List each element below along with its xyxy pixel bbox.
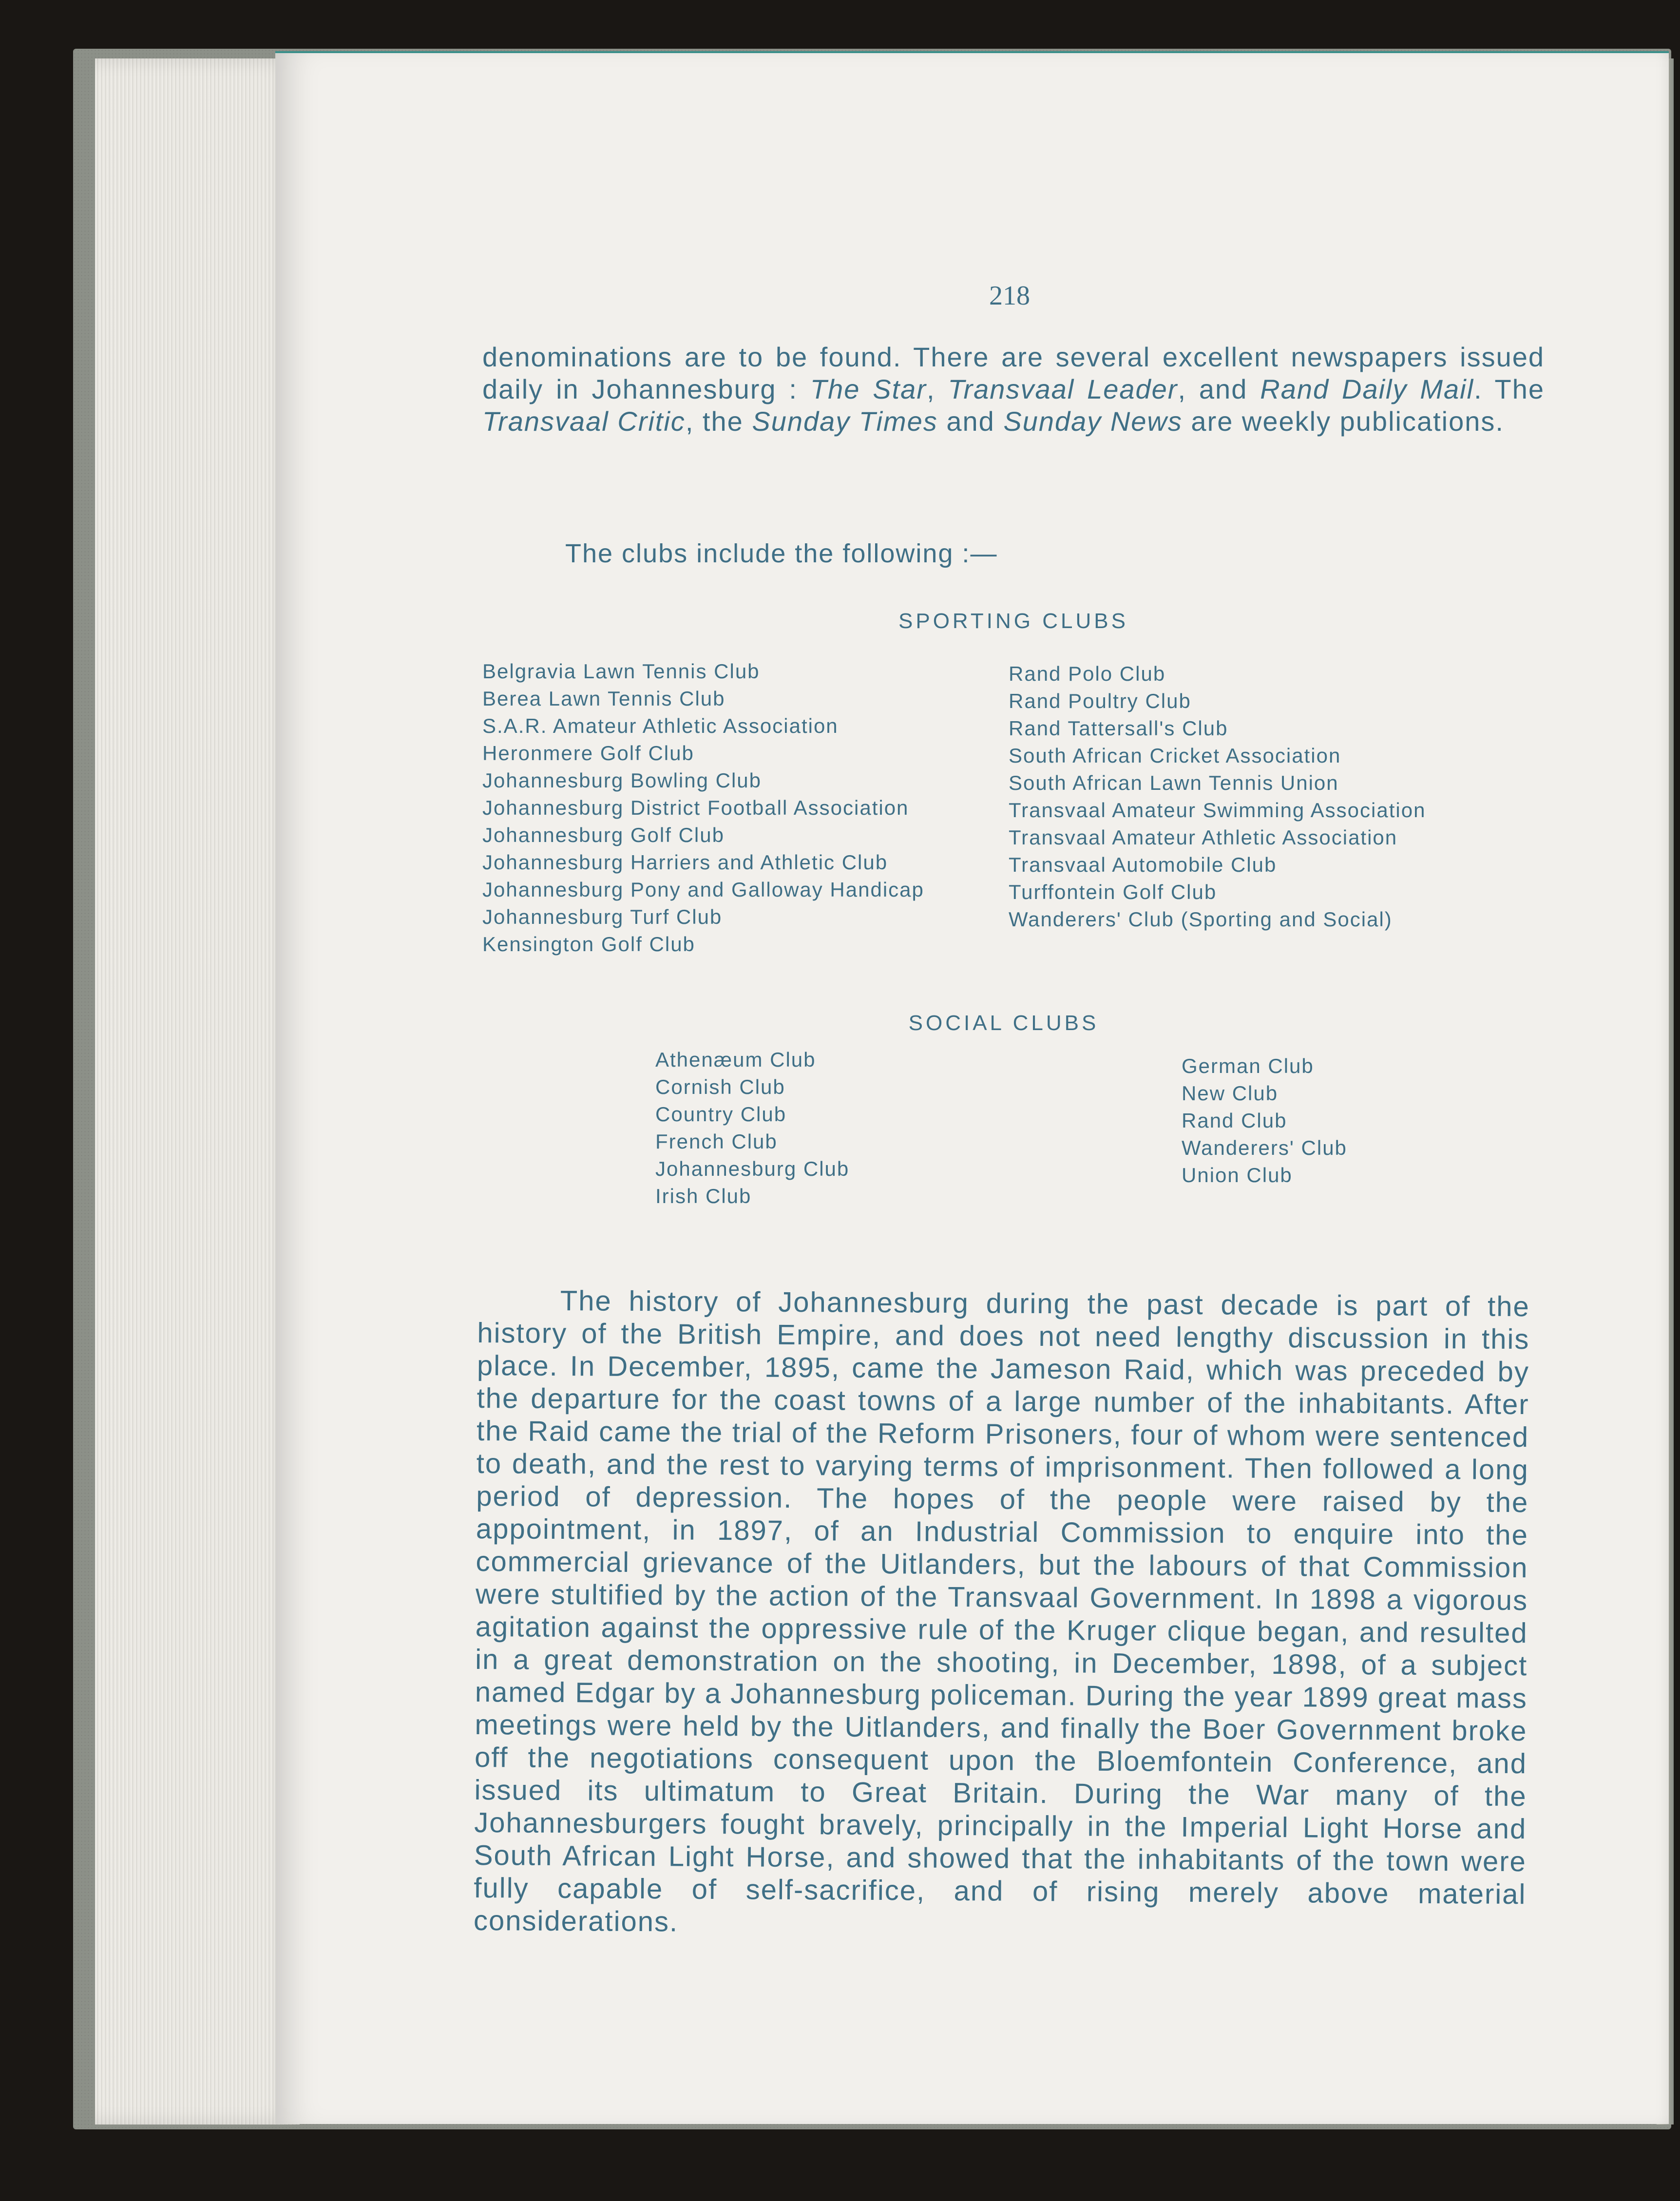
paragraph-text: , <box>926 374 948 404</box>
list-item: Transvaal Amateur Swimming Association <box>1009 799 1426 822</box>
newspaper-title: The Star <box>810 374 927 404</box>
list-item: Cornish Club <box>655 1075 785 1098</box>
sporting-clubs-heading: SPORTING CLUBS <box>898 609 1128 633</box>
opening-paragraph <box>482 341 1545 438</box>
social-clubs-left-list <box>655 1046 849 1210</box>
list-item: South African Cricket Association <box>1009 744 1341 767</box>
paragraph-text: and <box>937 406 1004 437</box>
newspaper-title: Transvaal Leader <box>948 374 1178 404</box>
list-item: Rand Polo Club <box>1009 662 1166 685</box>
list-item: Johannesburg Bowling Club <box>482 769 762 792</box>
list-item: Rand Tattersall's Club <box>1009 717 1228 740</box>
list-item: Wanderers' Club <box>1182 1136 1347 1159</box>
social-clubs-right-list <box>1182 1053 1347 1189</box>
list-item: Rand Poultry Club <box>1009 689 1191 712</box>
list-item: Johannesburg Harriers and Athletic Club <box>482 851 888 874</box>
list-item: S.A.R. Amateur Athletic Association <box>482 714 839 737</box>
list-item: Johannesburg District Football Association <box>482 796 909 819</box>
list-item: Country Club <box>655 1103 787 1126</box>
paragraph-text: denominations are to be found. There are several excellent newspapers issued daily in Johannesburg : <box>482 342 1545 404</box>
history-text: The history of Johannesburg during the past decade is part of the history of the British Empire, and does not need lengthy discussion in this place. In December, 1895, came the Jameson Raid, which was preceded by the departure for the coast towns of a large number of the inhabitants. After the Raid came the trial of the Reform Prisoners, four of whom were sentenced to death, and the rest to varying terms of imprisonment. Then followed a long period of depression. The hopes of the people were raised by the appointment, in 1897, of an Industrial Commission to enquire into the commercial grievance of the Uitlanders, but the labours of that Commission were stultified by the action of the Transvaal Government. In 1898 a vigorous agitation against the oppressive rule of the Kruger clique began, and resulted in a great demonstration on the shooting, in December, 1898, of a subject named Edgar by a Johannesburg policeman. During the year 1899 great mass meetings were held by the Uitlanders, and finally the Boer Government broke off the negotiations consequent upon the Bloemfontein Conference, and issued its ultimatum to Great Britain. During the War many of the Johannesburgers fought bravely, principally in the Imperial Light Horse and South African Light Horse, and showed that the inhabitants of the town were fully capable of self-sacrifice, and of rising merely above material considerations. <box>473 1285 1530 1938</box>
paragraph-text: . The <box>1474 374 1545 404</box>
page-edges <box>95 58 300 2124</box>
list-item: Athenæum Club <box>655 1048 816 1071</box>
list-item: Irish Club <box>655 1185 752 1207</box>
newspaper-title: Sunday News <box>1003 406 1183 437</box>
list-item: Johannesburg Turf Club <box>482 905 723 928</box>
list-item: Johannesburg Club <box>655 1157 850 1180</box>
list-item: New Club <box>1182 1082 1279 1105</box>
list-item: Heronmere Golf Club <box>482 742 694 765</box>
list-item: Transvaal Amateur Athletic Association <box>1009 826 1398 849</box>
list-item: South African Lawn Tennis Union <box>1009 771 1339 794</box>
list-item: Rand Club <box>1182 1109 1287 1132</box>
newspaper-title: Transvaal Critic <box>482 406 686 437</box>
list-item: French Club <box>655 1130 778 1153</box>
list-item: Transvaal Automobile Club <box>1009 853 1277 876</box>
sporting-clubs-right-list <box>1009 660 1426 933</box>
list-item: Belgravia Lawn Tennis Club <box>482 660 760 683</box>
list-item: Johannesburg Golf Club <box>482 823 725 846</box>
list-item: Berea Lawn Tennis Club <box>482 687 725 710</box>
social-clubs-heading: SOCIAL CLUBS <box>908 1011 1099 1035</box>
page-number: 218 <box>989 281 1030 311</box>
list-item: German Club <box>1182 1054 1314 1077</box>
paragraph-text: are weekly publications. <box>1182 406 1504 437</box>
history-paragraph <box>474 1284 1530 1943</box>
list-item: Wanderers' Club (Sporting and Social) <box>1009 908 1393 931</box>
clubs-intro: The clubs include the following :— <box>565 539 998 568</box>
paragraph-text: , and <box>1178 374 1260 404</box>
list-item: Union Club <box>1182 1164 1293 1187</box>
newspaper-title: Sunday Times <box>752 406 938 437</box>
list-item: Johannesburg Pony and Galloway Handicap <box>482 878 924 901</box>
sporting-clubs-left-list <box>482 658 924 958</box>
list-item: Turffontein Golf Club <box>1009 880 1217 903</box>
newspaper-title: Rand Daily Mail <box>1260 374 1474 404</box>
paragraph-text: , the <box>685 406 752 437</box>
list-item: Kensington Golf Club <box>482 933 695 956</box>
